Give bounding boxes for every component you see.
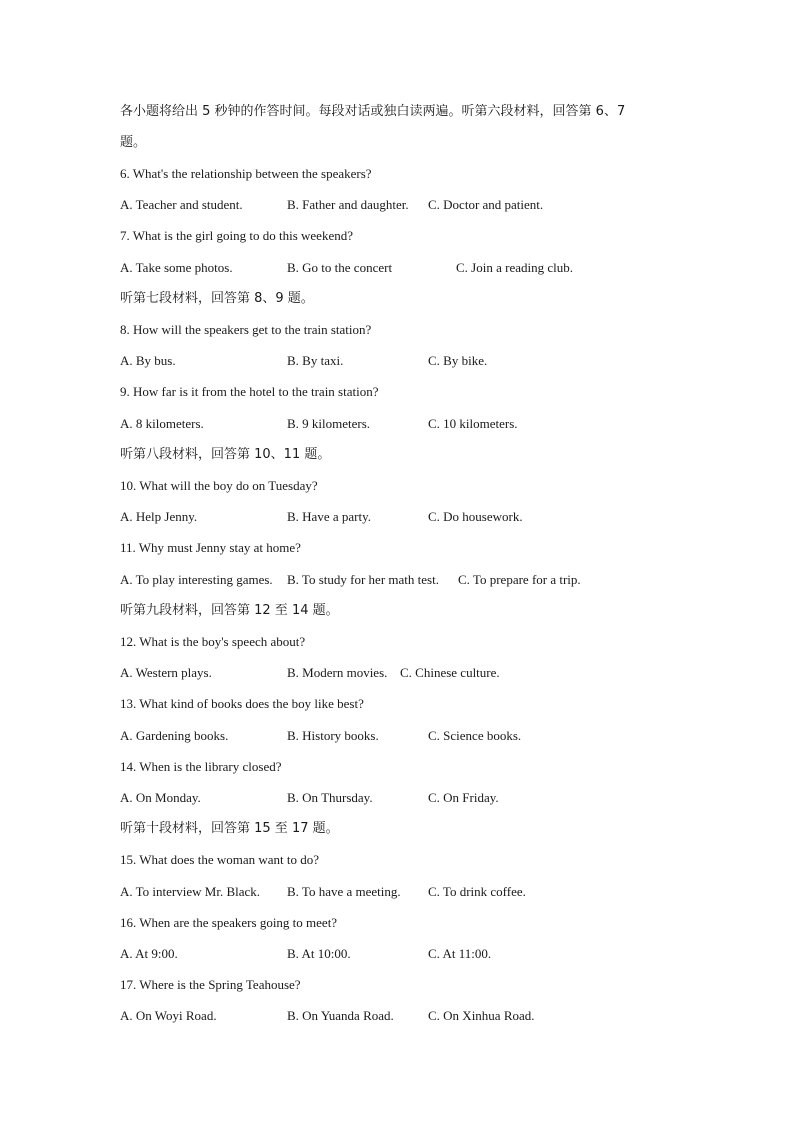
option-7a: A. Take some photos. <box>120 260 233 275</box>
option-8a: A. By bus. <box>120 353 176 368</box>
option-13b: B. History books. <box>287 728 379 743</box>
option-10c: C. Do housework. <box>428 509 523 524</box>
question-7: 7. What is the girl going to do this weekend? <box>120 228 353 243</box>
option-6c: C. Doctor and patient. <box>428 197 544 212</box>
option-13c: C. Science books. <box>428 728 522 743</box>
question-6: 6. What's the relationship between the speakers? <box>120 166 372 181</box>
option-8b: B. By taxi. <box>287 353 344 368</box>
question-16: 16. When are the speakers going to meet? <box>120 915 338 930</box>
option-15a: A. To interview Mr. Black. <box>120 884 261 899</box>
question-13: 13. What kind of books does the boy like best? <box>120 696 364 711</box>
section-10-heading: 听第十段材料，回答第 15 至 17 题。 <box>120 821 339 836</box>
section-7-heading: 听第七段材料，回答第 8、9 题。 <box>120 291 314 306</box>
option-10b: B. Have a party. <box>287 509 371 524</box>
option-14c: C. On Friday. <box>428 790 499 805</box>
option-9b: B. 9 kilometers. <box>287 416 371 431</box>
intro-line-1: 各小题将给出 5 秒钟的作答时间。每段对话或独白读两遍。听第六段材料，回答第 6、7 <box>120 104 626 119</box>
section-8-heading: 听第八段材料，回答第 10、11 题。 <box>120 447 331 462</box>
option-15b: B. To have a meeting. <box>287 884 401 899</box>
option-8c: C. By bike. <box>428 353 488 368</box>
question-10: 10. What will the boy do on Tuesday? <box>120 478 318 493</box>
question-17: 17. Where is the Spring Teahouse? <box>120 977 301 992</box>
option-15c: C. To drink coffee. <box>428 884 526 899</box>
question-15: 15. What does the woman want to do? <box>120 852 320 867</box>
option-16a: A. At 9:00. <box>120 946 178 961</box>
option-11c: C. To prepare for a trip. <box>458 572 581 587</box>
option-17a: A. On Woyi Road. <box>120 1008 217 1023</box>
option-17c: C. On Xinhua Road. <box>428 1008 535 1023</box>
option-13a: A. Gardening books. <box>120 728 229 743</box>
option-7c: C. Join a reading club. <box>456 260 573 275</box>
option-7b: B. Go to the concert <box>287 260 393 275</box>
question-12: 12. What is the boy's speech about? <box>120 634 306 649</box>
option-12c: C. Chinese culture. <box>400 665 500 680</box>
question-8: 8. How will the speakers get to the train station? <box>120 322 372 337</box>
option-11b: B. To study for her math test. <box>287 572 439 587</box>
option-6a: A. Teacher and student. <box>120 197 243 212</box>
option-9c: C. 10 kilometers. <box>428 416 518 431</box>
question-11: 11. Why must Jenny stay at home? <box>120 540 301 555</box>
question-14: 14. When is the library closed? <box>120 759 282 774</box>
option-14a: A. On Monday. <box>120 790 201 805</box>
question-9: 9. How far is it from the hotel to the train station? <box>120 384 379 399</box>
option-16c: C. At 11:00. <box>428 946 492 961</box>
option-16b: B. At 10:00. <box>287 946 351 961</box>
option-12a: A. Western plays. <box>120 665 212 680</box>
section-9-heading: 听第九段材料，回答第 12 至 14 题。 <box>120 603 339 618</box>
option-14b: B. On Thursday. <box>287 790 373 805</box>
option-17b: B. On Yuanda Road. <box>287 1008 394 1023</box>
option-11a: A. To play interesting games. <box>120 572 273 587</box>
intro-line-2: 题。 <box>120 135 147 150</box>
option-12b: B. Modern movies. <box>287 665 388 680</box>
option-10a: A. Help Jenny. <box>120 509 198 524</box>
option-9a: A. 8 kilometers. <box>120 416 204 431</box>
option-6b: B. Father and daughter. <box>287 197 409 212</box>
